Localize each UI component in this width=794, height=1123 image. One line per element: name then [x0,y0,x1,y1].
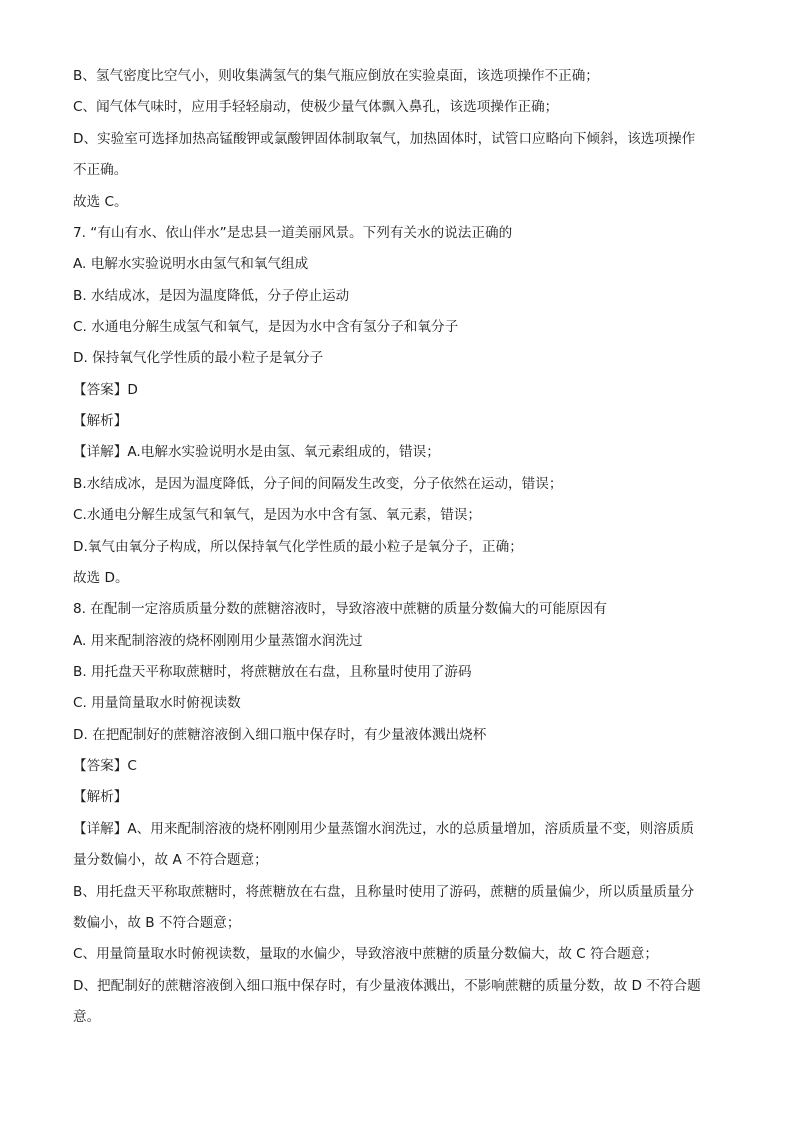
question-7-stem: 7. “有山有水、依山伴水”是忠县一道美丽风景。下列有关水的说法正确的 [73,225,513,241]
question-8-option-a: A. 用来配制溶液的烧杯刚刚用少量蒸馏水润洗过 [73,633,363,649]
question-7-final-choice: 故选 D。 [73,570,129,586]
question-7-option-c: C. 水通电分解生成氢气和氧气，是因为水中含有氢分子和氧分子 [73,319,459,335]
question-8-answer: 【答案】C [73,758,137,774]
question-8-detail-a-cont: 量分数偏小，故 A 不符合题意； [73,852,268,868]
question-8-option-c: C. 用量筒量取水时俯视读数 [73,695,241,711]
question-7-detail-d: D.氧气由氧分子构成，所以保持氧气化学性质的最小粒子是氧分子，正确； [73,539,523,555]
question-8-detail-a: 【详解】A、用来配制溶液的烧杯刚刚用少量蒸馏水润洗过，水的总质量增加，溶质质量不变，则溶质质 [73,821,695,837]
text-line-option-b-q6: B、氢气密度比空气小，则收集满氢气的集气瓶应倒放在实验桌面，该选项操作不正确； [73,68,599,84]
question-8-detail-c: C、用量筒量取水时俯视读数，量取的水偏少，导致溶液中蔗糖的质量分数偏大，故 C 符合题意； [73,946,658,962]
question-8-detail-b-cont: 数偏小，故 B 不符合题意； [73,915,241,931]
question-8-detail-d: D、把配制好的蔗糖溶液倒入细口瓶中保存时，有少量液体溅出，不影响蔗糖的质量分数，故 D 不符合题 [73,978,701,994]
question-7-detail-a: 【详解】A.电解水实验说明水是由氢、氧元素组成的，错误； [73,444,440,460]
question-7-detail-c: C.水通电分解生成氢气和氧气，是因为水中含有氢、氧元素，错误； [73,507,482,523]
question-8-detail-d-cont: 意。 [73,1009,101,1025]
text-line-option-d-q6-cont: 不正确。 [73,162,128,178]
question-7-option-b: B. 水结成冰，是因为温度降低，分子停止运动 [73,288,350,304]
question-8-option-d: D. 在把配制好的蔗糖溶液倒入细口瓶中保存时，有少量液体溅出烧杯 [73,727,487,743]
question-8-stem: 8. 在配制一定溶质质量分数的蔗糖溶液时，导致溶液中蔗糖的质量分数偏大的可能原因有 [73,601,607,617]
question-7-option-d: D. 保持氧气化学性质的最小粒子是氧分子 [73,350,324,366]
text-line-option-c-q6: C、闻气体气味时，应用手轻轻扇动，使极少量气体飘入鼻孔，该选项操作正确； [73,99,559,115]
text-line-answer-q6: 故选 C。 [73,194,128,210]
text-line-option-d-q6: D、实验室可选择加热高锰酸钾或氯酸钾固体制取氧气，加热固体时，试管口应略向下倾斜，该选项操作 [73,131,696,147]
question-8-detail-b: B、用托盘天平称取蔗糖时，将蔗糖放在右盘，且称量时使用了游码，蔗糖的质量偏少，所以质量质量分 [73,884,695,900]
question-7-detail-b: B.水结成冰，是因为温度降低，分子间的间隔发生改变，分子依然在运动，错误； [73,476,563,492]
question-7-option-a: A. 电解水实验说明水由氢气和氧气组成 [73,256,309,272]
question-7-analysis-heading: 【解析】 [73,413,128,429]
question-7-answer: 【答案】D [73,382,138,398]
question-8-analysis-heading: 【解析】 [73,789,128,805]
question-8-option-b: B. 用托盘天平称取蔗糖时，将蔗糖放在右盘，且称量时使用了游码 [73,664,472,680]
